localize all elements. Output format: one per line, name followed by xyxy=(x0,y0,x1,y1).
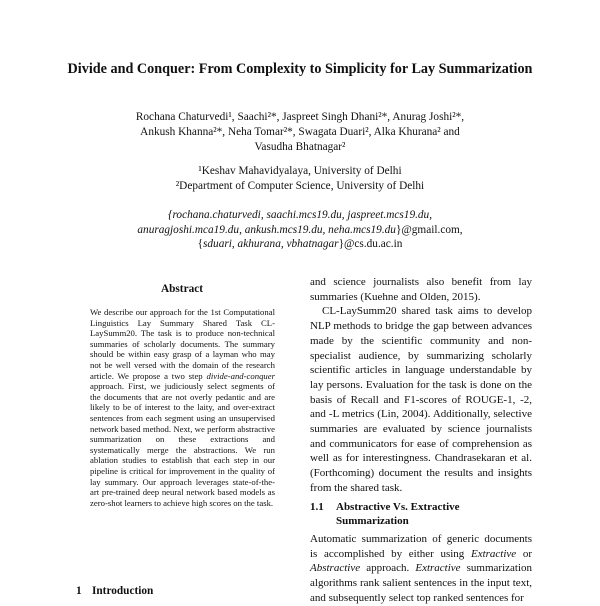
affiliations xyxy=(60,164,540,194)
authors-line-3: Vasudha Bhatnagar² xyxy=(254,141,346,153)
authors-line-2: Ankush Khanna²*, Neha Tomar²*, Swagata Duari², Alka Khurana² and xyxy=(140,126,460,138)
email-line-2: anuragjoshi.mca19.du, ankush.mcs19.du, neha.mcs19.du}@gmail.com, xyxy=(137,223,463,236)
subsection-title-line-1: Abstractive Vs. Extractive xyxy=(336,501,460,513)
paragraph-summarization: Automatic summarization of generic documents is accomplished by either using Extractive or Abstractive approach. Extractive summarization algorithms rank salient sentences in the input text, and subsequently select top ranked sentences for xyxy=(310,533,533,604)
abstract-body: We describe our approach for the 1st Computational Linguistics Lay Summary Shared Task CL-LaySumm20. The task is to produce non-technical summaries of scholarly documents. The summary should be within easy grasp of a layman who may not be well versed with the domain of the research article. We propose a two step divide-and-conquer approach. First, we judiciously select segments of the documents that are not overly pedantic and are likely to be of interest to the laity, and over-extract sentences from each segment using an unsupervised network based method. Next, we perform abstractive summarization on these extractions and systematically merge the abstractions. We run ablation studies to establish that each step in our pipeline is critical for improvement in the quality of lay summary. Our approach leverages state-of-the-art pre-trained deep neural network based models as zero-shot learners to achieve high scores on the task. xyxy=(90,307,275,508)
subsection-title-line-2: Summarization xyxy=(336,515,409,527)
subsection-number: 1.1 xyxy=(310,501,324,513)
paper-title: Divide and Conquer: From Complexity to Simplicity for Lay Summarization xyxy=(67,61,533,77)
affiliation-2: ²Department of Computer Science, University of Delhi xyxy=(175,180,425,192)
paragraph-lay-summaries: and science journalists also benefit from lay summaries (Kuehne and Olden, 2015). xyxy=(310,276,532,303)
paragraph-shared-task: CL-LaySumm20 shared task aims to develop NLP methods to bridge the gap between advances made by the scientific community and non-specialist audience, by summarizing scholarly scientific articles in language understandable by lay persons. Evaluation for the task is done on the basis of Recall and F1-scores of ROUGE-1, -2, and -L metrics (Lin, 2004). Additionally, selective summaries are evaluated by science journalists and communicators for ease of comprehension as well as for interestingness. Chandrasekaran et al. (Forthcoming) document the results and insights from the shared task. xyxy=(310,305,532,494)
section-number: 1 xyxy=(76,585,82,597)
author-list xyxy=(60,110,540,155)
authors-line-1: Rochana Chaturvedi¹, Saachi²*, Jaspreet Singh Dhani²*, Anurag Joshi²*, xyxy=(135,111,465,123)
affiliation-1: ¹Keshav Mahavidyalaya, University of Delhi xyxy=(198,165,402,177)
email-line-1: {rochana.chaturvedi, saachi.mcs19.du, jaspreet.mcs19.du, xyxy=(167,209,433,221)
section-heading-introduction xyxy=(76,585,153,597)
email-line-3: {sduari, akhurana, vbhatnagar}@cs.du.ac.in xyxy=(197,238,403,250)
author-emails xyxy=(60,208,540,252)
subsection-heading xyxy=(310,500,532,528)
abstract-heading: Abstract xyxy=(160,283,204,295)
section-title: Introduction xyxy=(92,585,154,597)
right-column-text xyxy=(310,275,532,496)
